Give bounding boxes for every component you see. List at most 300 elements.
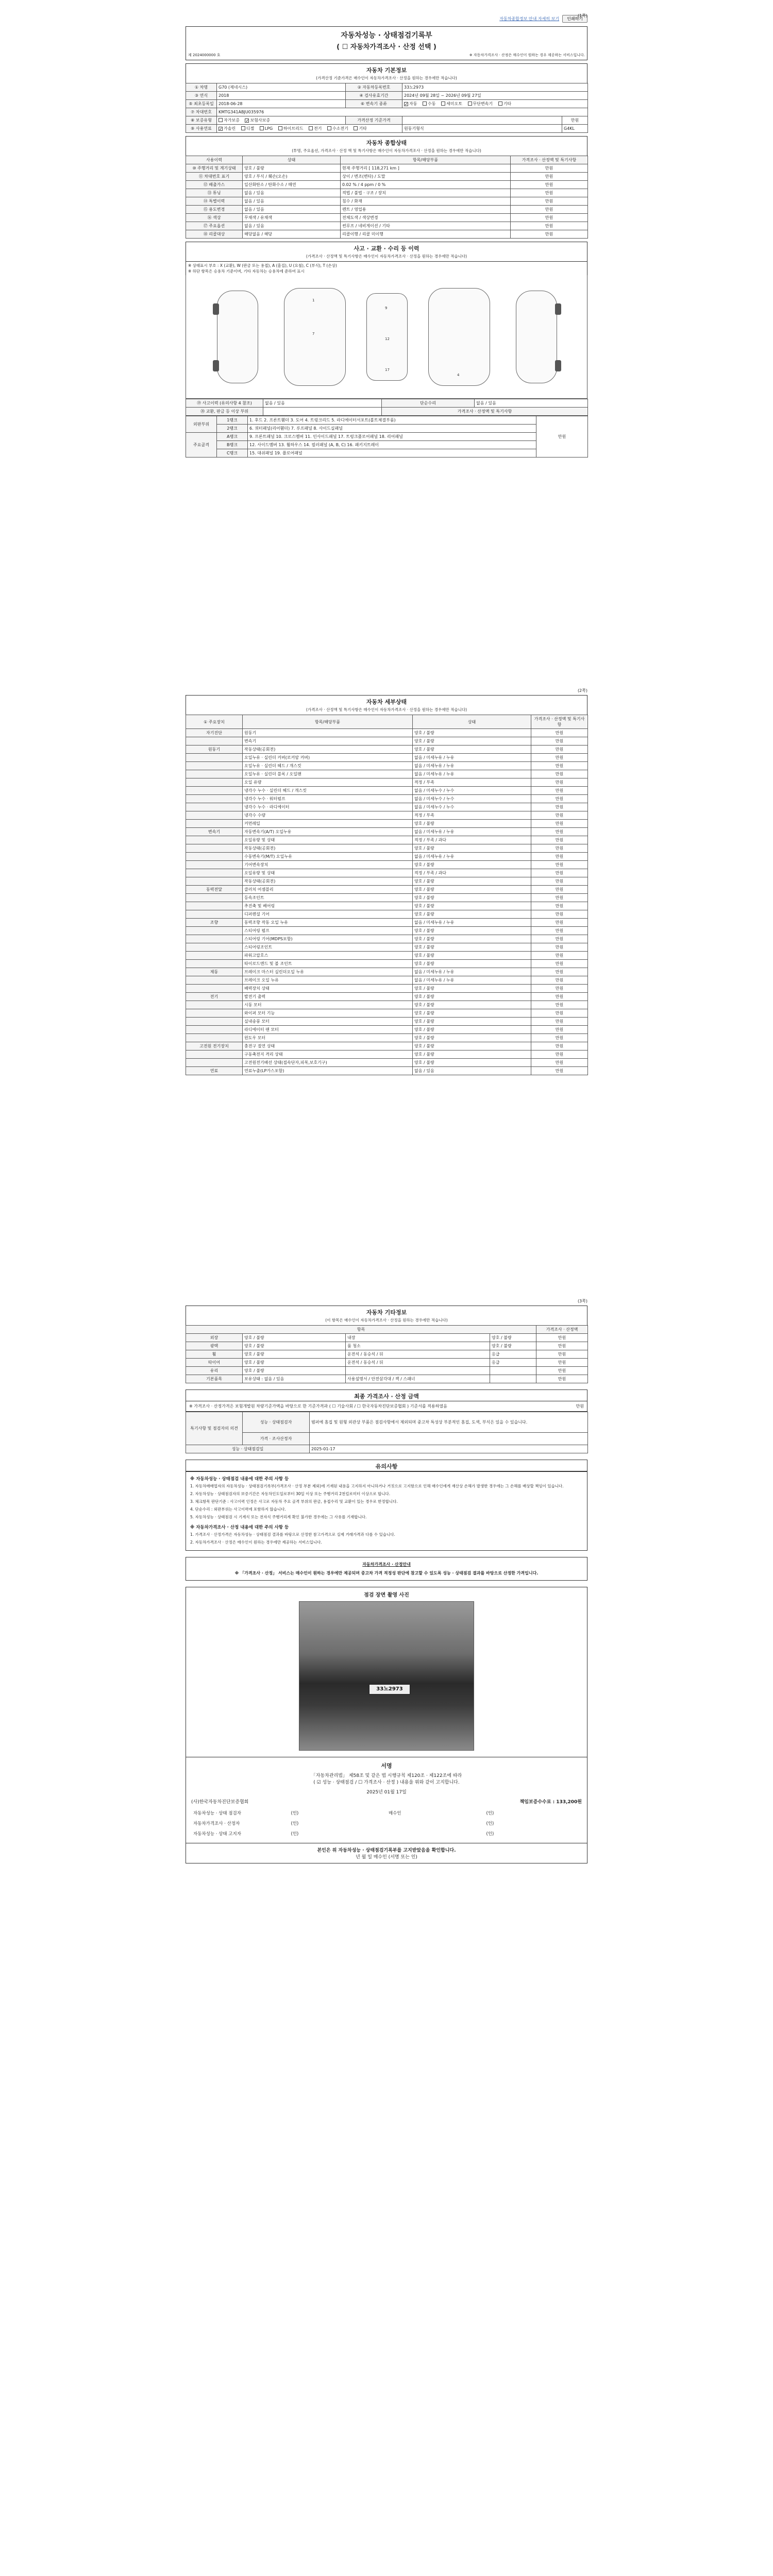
first-reg-label: ⑤ 최초등록일 xyxy=(186,100,217,108)
table-row xyxy=(186,1026,588,1034)
detail-state: 없음 / 미세누유 / 누유 xyxy=(413,968,531,976)
detail-item: 스티어링조인트 xyxy=(243,943,413,952)
detail-unit: 만원 xyxy=(531,1059,588,1067)
extra-header-price: 가격조사 · 산정액 xyxy=(536,1326,588,1334)
detail-item: 동력조향 작동 오일 누유 xyxy=(243,919,413,927)
detail-group xyxy=(186,1018,243,1026)
table-row xyxy=(186,844,588,853)
detail-item: 기어변속장치 xyxy=(243,861,413,869)
table-row xyxy=(186,1042,588,1050)
table-row xyxy=(186,811,588,820)
detail-table xyxy=(186,715,588,1075)
transmission-options xyxy=(402,100,588,108)
document-note: ※ 자동차가격조사 · 산정은 매수인이 원하는 경우 제공하는 서비스입니다. xyxy=(469,53,585,57)
signer-cell: (인) xyxy=(486,1832,494,1837)
table-row xyxy=(186,1350,588,1359)
detail-item: 시동 모터 xyxy=(243,1001,413,1009)
table-row xyxy=(186,1034,588,1042)
status-header-item: 항목/해당부품 xyxy=(341,156,511,164)
detail-item: 냉각수 누수 · 워터펌프 xyxy=(243,795,413,803)
status-row-state: 없음 / 있음 xyxy=(243,206,341,214)
legend-line: ※ 상태표시 부호 : X (교환), W (판금 또는 용접), A (흠집), U (요철), C (부식), T (손상) xyxy=(188,263,337,268)
fuel-hydrogen: 수소전기 xyxy=(332,126,348,131)
status-row-note: 만원 xyxy=(511,189,588,197)
table-row xyxy=(186,787,588,795)
fuel-options xyxy=(217,125,402,133)
table-row xyxy=(186,985,588,993)
detail-item: 스티어링 펌프 xyxy=(243,927,413,935)
status-row-note: 만원 xyxy=(511,206,588,214)
detail-group: 자기진단 xyxy=(186,729,243,737)
detail-group xyxy=(186,836,243,844)
table-row xyxy=(186,206,588,214)
rank-label: 2랭크 xyxy=(217,425,248,433)
detail-item: 발전기 출력 xyxy=(243,993,413,1001)
detail-group xyxy=(186,853,243,861)
status-row-note: 만원 xyxy=(511,197,588,206)
detail-item: 타이로드엔드 및 볼 조인트 xyxy=(243,960,413,968)
detail-state: 적정 / 부족 xyxy=(413,778,531,787)
legend-line: ※ 하단 항목은 승용차 기준이며, 기타 자동차는 승용차에 준하여 표시 xyxy=(188,269,305,274)
accident-history-label: ⑲ 사고이력 (유의사항 4 참조) xyxy=(186,399,263,408)
table-row xyxy=(186,754,588,762)
fuel-etc: 기타 xyxy=(359,126,367,131)
extra-note: (이 항목은 매수인이 자동차가격조사 · 산정을 원하는 경우에만 적습니다) xyxy=(186,1317,587,1325)
detail-unit: 만원 xyxy=(531,795,588,803)
detail-group xyxy=(186,1050,243,1059)
transmission-label: ⑥ 변속기 종류 xyxy=(346,100,402,108)
detail-item: 냉각수 수량 xyxy=(243,811,413,820)
status-table xyxy=(186,156,588,239)
rank-items: 12. 사이드멤버 13. 휠하우스 14. 필러패널 (A, B, C) 16. 패키지트레이 xyxy=(248,441,536,449)
special-text: 범퍼에 흠집 및 원형 외관상 부품은 점검사항에서 제외되며 중고차 특성상 부분적인 흠집, 도색, 부식은 있을 수 있습니다. xyxy=(310,1412,588,1433)
checkbox-icon[interactable] xyxy=(278,126,282,130)
detail-unit: 만원 xyxy=(531,762,588,770)
detail-item: 브레이크 오일 누유 xyxy=(243,976,413,985)
detail-unit: 만원 xyxy=(531,1067,588,1075)
checkbox-icon[interactable] xyxy=(219,127,223,131)
detail-state: 양호 / 불량 xyxy=(413,1001,531,1009)
extra-unit: 만원 xyxy=(536,1342,588,1350)
table-row xyxy=(186,1433,588,1445)
extra-unit: 만원 xyxy=(536,1375,588,1383)
detail-unit: 만원 xyxy=(531,787,588,795)
status-row-state: 없음 / 있음 xyxy=(243,197,341,206)
inspection-date-value: 2025-01-17 xyxy=(310,1445,588,1453)
detail-unit: 만원 xyxy=(531,952,588,960)
detail-item: 충전구 절연 상태 xyxy=(243,1042,413,1050)
detail-unit: 만원 xyxy=(531,853,588,861)
table-row xyxy=(186,910,588,919)
checkbox-icon[interactable] xyxy=(404,102,408,106)
accident-note: (가격조사 · 산정액 및 특기사항은 매수인이 자동차가격조사 · 산정을 원하는 경우에만 적습니다) xyxy=(186,253,587,261)
detail-title: 자동차 세부상태 xyxy=(186,695,587,706)
checkbox-icon[interactable] xyxy=(241,126,245,130)
signer-cell xyxy=(386,1828,484,1839)
status-row-item: 썬루프 / 네비게이션 / 기타 xyxy=(341,222,511,230)
detail-state: 양호 / 불량 xyxy=(413,729,531,737)
status-row-note: 만원 xyxy=(511,173,588,181)
extra-unit: 만원 xyxy=(536,1350,588,1359)
detail-unit: 만원 xyxy=(531,894,588,902)
detail-state: 양호 / 불량 xyxy=(413,844,531,853)
status-row-item: 상이 / 변조(변타) / 도말 xyxy=(341,173,511,181)
table-row xyxy=(186,1359,588,1367)
price-unit: 만원 xyxy=(562,116,588,125)
detail-note: (가격조사 · 산정액 및 특기사항은 매수인이 자동차가격조사 · 산정을 원하는 경우에만 적습니다) xyxy=(186,706,587,715)
detail-group xyxy=(186,861,243,869)
detail-group: 조향 xyxy=(186,919,243,927)
car-top-front-icon xyxy=(284,288,346,386)
detail-state: 양호 / 불량 xyxy=(413,943,531,952)
status-row-state: 해당없음 / 해당 xyxy=(243,230,341,239)
document-number: 제 2024000000 호 xyxy=(188,53,221,57)
table-row xyxy=(186,894,588,902)
rank-price-unit: 만원 xyxy=(536,416,588,457)
inspection-period-value: 2024년 09월 28일 ~ 2026년 09월 27일 xyxy=(402,92,588,100)
detail-state: 양호 / 불량 xyxy=(413,1059,531,1067)
warranty-insurer: 보험사보증 xyxy=(250,118,271,123)
notice-item: 3. 체크항목 판단기준 : 사고이력 인정은 사고로 자동차 주요 골격 부위의 판금, 용접수리 및 교환이 있는 경우로 한정합니다. xyxy=(190,1499,398,1504)
detail-item: 고전원전기배선 상태(접속단자,피복,보호기구) xyxy=(243,1059,413,1067)
detail-unit: 만원 xyxy=(531,1009,588,1018)
signer-cell xyxy=(386,1818,484,1828)
footer xyxy=(186,1843,587,1863)
detail-state: 양호 / 불량 xyxy=(413,910,531,919)
detail-item: 수동변속기(M/T) 오일누유 xyxy=(243,853,413,861)
detail-item: 오일유량 및 상태 xyxy=(243,836,413,844)
detail-group xyxy=(186,910,243,919)
table-row xyxy=(186,803,588,811)
part-number: 4 xyxy=(457,373,460,377)
table-row xyxy=(186,1001,588,1009)
signature-date: 2025년 01월 17일 xyxy=(366,1790,407,1795)
reg-number-label: ② 자동차등록번호 xyxy=(346,83,402,92)
rank-label: B랭크 xyxy=(217,441,248,449)
status-row-state: 일산화탄소 / 탄화수소 / 매연 xyxy=(243,181,341,189)
detail-item: 윈도우 모터 xyxy=(243,1034,413,1042)
detail-group xyxy=(186,795,243,803)
table-row xyxy=(186,230,588,239)
detail-group xyxy=(186,844,243,853)
photo-title: 점검 장면 촬영 사진 xyxy=(364,1592,409,1598)
detail-group: 전기 xyxy=(186,993,243,1001)
detail-unit: 만원 xyxy=(531,754,588,762)
final-price-note: ※ 가격조사 · 산정가격은 보험개발원 차량기준가액을 바탕으로 한 기준가격과 ( ☐ 기술사회 / ☐ 한국자동차진단보증협회 ) 기준서를 적용하였음 xyxy=(189,1404,447,1409)
detail-item: 배력장치 상태 xyxy=(243,985,413,993)
detail-item: 실내송풍 모터 xyxy=(243,1018,413,1026)
status-row-note: 만원 xyxy=(511,214,588,222)
detail-group: 동력전달 xyxy=(186,886,243,894)
detail-state: 양호 / 불량 xyxy=(413,1026,531,1034)
transmission-auto: 자동 xyxy=(409,101,417,106)
extra-cell xyxy=(490,1375,536,1383)
notice-item: 1. 가격조사 · 산정가격은 자동차성능 · 상태점검 결과를 바탕으로 산정한 참고가격으로 실제 거래가격과 다를 수 있습니다. xyxy=(190,1532,395,1537)
signer-cell: (인) xyxy=(291,1811,299,1816)
vehicle-diagram xyxy=(186,275,587,399)
detail-unit: 만원 xyxy=(531,836,588,844)
extra-table xyxy=(186,1325,588,1383)
detail-header-item: 항목/해당부품 xyxy=(243,715,413,729)
car-name-value: G70 (제네시스) xyxy=(217,83,346,92)
rank-items: 1. 후드 2. 프론트휀더 3. 도어 4. 트렁크리드 5. 라디에이터서포트(볼트체결부품) xyxy=(248,416,536,425)
detail-unit: 만원 xyxy=(531,935,588,943)
table-row xyxy=(186,828,588,836)
extra-header-item: 항목 xyxy=(186,1326,536,1334)
table-row xyxy=(186,877,588,886)
detail-state: 적정 / 부족 / 과다 xyxy=(413,869,531,877)
appraisal-guide-title: 자동차가격조사 · 산정안내 xyxy=(362,1562,411,1567)
vehicle-info-link[interactable]: 자동차종합정보 안내 자세히 보기 xyxy=(499,16,560,21)
table-row xyxy=(191,1808,582,1818)
detail-state: 양호 / 불량 xyxy=(413,745,531,754)
status-header-state: 상태 xyxy=(243,156,341,164)
detail-group xyxy=(186,762,243,770)
extra-cell xyxy=(490,1367,536,1375)
fuel-lpg: LPG xyxy=(264,126,273,131)
detail-item: 오일유량 및 상태 xyxy=(243,869,413,877)
extra-cell: 광택 xyxy=(186,1342,243,1350)
status-row-label: ⑮ 용도변경 xyxy=(186,206,243,214)
table-row xyxy=(186,737,588,745)
detail-item: 브레이크 마스터 실린더오일 누유 xyxy=(243,968,413,976)
table-row xyxy=(186,869,588,877)
signers-table xyxy=(191,1808,582,1839)
table-row xyxy=(186,919,588,927)
detail-group xyxy=(186,770,243,778)
extra-title: 자동차 기타정보 xyxy=(186,1306,587,1317)
status-row-label: ⑭ 특별이력 xyxy=(186,197,243,206)
vin-value: KMTG341ABJU035976 xyxy=(217,108,588,116)
signature-section xyxy=(186,1757,587,1843)
detail-state: 양호 / 불량 xyxy=(413,960,531,968)
signature-title: 서명 xyxy=(381,1762,392,1769)
status-row-label: ⑪ 차대번호 표기 xyxy=(186,173,243,181)
extra-cell: 보유상태 : 없음 / 있음 xyxy=(243,1375,346,1383)
detail-item: 작동상태(공회전) xyxy=(243,844,413,853)
detail-unit: 만원 xyxy=(531,1018,588,1026)
signer-cell: 자동차성능 · 상태 점검자 xyxy=(193,1811,241,1816)
detail-header-price: 가격조사 · 산정액 및 특기사항 xyxy=(531,715,588,729)
detail-group xyxy=(186,935,243,943)
status-row-item: 침수 / 화재 xyxy=(341,197,511,206)
detail-item: 와이퍼 모터 기능 xyxy=(243,1009,413,1018)
detail-item: 변속기 xyxy=(243,737,413,745)
first-reg-value: 2018-06-28 xyxy=(217,100,346,108)
detail-group xyxy=(186,869,243,877)
detail-state: 적정 / 부족 xyxy=(413,811,531,820)
detail-item: 라디에이터 팬 모터 xyxy=(243,1026,413,1034)
basic-info-table xyxy=(186,83,588,133)
detail-state: 양호 / 불량 xyxy=(413,1050,531,1059)
detail-state: 없음 / 미세누유 / 누유 xyxy=(413,828,531,836)
detail-state: 양호 / 불량 xyxy=(413,886,531,894)
detail-unit: 만원 xyxy=(531,1050,588,1059)
table-row xyxy=(186,943,588,952)
extra-cell: 외장 xyxy=(186,1334,243,1342)
detail-state: 적정 / 부족 / 과다 xyxy=(413,836,531,844)
detail-item: 추진축 및 베어링 xyxy=(243,902,413,910)
table-row xyxy=(186,441,588,449)
detail-state: 없음 / 미세누유 / 누유 xyxy=(413,976,531,985)
table-row xyxy=(186,762,588,770)
extra-cell: 룸 청소 xyxy=(346,1342,490,1350)
notice-title: 유의사항 xyxy=(186,1460,587,1471)
detail-item: 냉각수 누수 · 라디에이터 xyxy=(243,803,413,811)
detail-group xyxy=(186,803,243,811)
inspector-label: 성능 · 상태점검자 xyxy=(243,1412,310,1433)
status-row-label: ⑱ 리콜대상 xyxy=(186,230,243,239)
detail-group xyxy=(186,952,243,960)
checkbox-icon[interactable] xyxy=(423,101,427,106)
page-number: (3쪽) xyxy=(577,1299,587,1303)
fuel-label: ⑨ 사용연료 xyxy=(186,125,217,133)
print-button[interactable]: 인쇄하기 xyxy=(562,15,587,23)
company-name: (사)한국자동차진단보증협회 xyxy=(191,1800,249,1805)
extra-cell: 응급 xyxy=(490,1359,536,1367)
detail-item: 파워고압호스 xyxy=(243,952,413,960)
checkbox-icon[interactable] xyxy=(327,126,331,130)
status-row-note: 만원 xyxy=(511,164,588,173)
status-row-item: 적법 / 불법 · 구조 / 장치 xyxy=(341,189,511,197)
checkbox-icon[interactable] xyxy=(441,101,445,106)
rank-items: 9. 프론트패널 10. 크로스멤버 11. 인사이드패널 17. 트렁크플로어패널 18. 리어패널 xyxy=(248,433,536,441)
top-bar xyxy=(186,13,587,24)
extra-unit: 만원 xyxy=(536,1367,588,1375)
simple-repair-value: 없음 / 있음 xyxy=(475,399,588,408)
signer-cell: (인) xyxy=(486,1821,494,1826)
detail-state: 없음 / 미세누유 / 누유 xyxy=(413,762,531,770)
table-row xyxy=(186,778,588,787)
table-row xyxy=(186,181,588,189)
table-row xyxy=(186,222,588,230)
detail-state: 없음 / 미세누수 / 누수 xyxy=(413,803,531,811)
table-row xyxy=(186,408,588,416)
status-row-state: 무채색 / 유채색 xyxy=(243,214,341,222)
extra-unit: 만원 xyxy=(536,1359,588,1367)
detail-group: 연료 xyxy=(186,1067,243,1075)
parts-rank-table xyxy=(186,416,588,457)
simple-repair-label: 단순수리 xyxy=(382,399,475,408)
table-row xyxy=(186,1445,588,1453)
signer-cell: (인) xyxy=(291,1821,299,1826)
status-row-item: 리콜이행 / 리콜 미이행 xyxy=(341,230,511,239)
table-row xyxy=(186,935,588,943)
table-row xyxy=(186,1367,588,1375)
signer-cell: 매수인 xyxy=(389,1811,401,1816)
detail-unit: 만원 xyxy=(531,960,588,968)
detail-group xyxy=(186,787,243,795)
status-title: 자동차 종합상태 xyxy=(186,136,587,147)
detail-group xyxy=(186,943,243,952)
detail-state: 양호 / 불량 xyxy=(413,1009,531,1018)
reg-number-value: 33노2973 xyxy=(402,83,588,92)
detail-item: 냉각수 누수 · 실린더 헤드 / 개스킷 xyxy=(243,787,413,795)
detail-unit: 만원 xyxy=(531,927,588,935)
detail-item: 오일누유 · 실린더 커버(로커암 커버) xyxy=(243,754,413,762)
detail-unit: 만원 xyxy=(531,877,588,886)
notice-item: 4. 단순수리 : 외판부위는 사고이력에 포함하지 않습니다. xyxy=(190,1507,286,1512)
extra-cell: 응급 xyxy=(490,1350,536,1359)
extra-cell: 운전석 / 동승석 / 뒤 xyxy=(346,1359,490,1367)
notice-item: 2. 자동차가격조사 · 산정은 매수인이 원하는 경우에만 제공하는 서비스입니다. xyxy=(190,1540,322,1545)
checkbox-icon[interactable] xyxy=(219,118,223,122)
extra-cell: 기본품목 xyxy=(186,1375,243,1383)
checkbox-icon[interactable] xyxy=(468,101,472,106)
detail-header-state: 상태 xyxy=(413,715,531,729)
detail-group xyxy=(186,877,243,886)
extra-unit: 만원 xyxy=(536,1334,588,1342)
license-plate: 33노2973 xyxy=(369,1684,410,1694)
footer-text: 본인은 위 자동차성능 · 상태점검기록부를 고지받았음을 확인합니다. xyxy=(317,1848,456,1853)
table-row xyxy=(186,976,588,985)
table-row xyxy=(186,886,588,894)
detail-item: 원동기 xyxy=(243,729,413,737)
checkbox-icon[interactable] xyxy=(498,101,502,106)
detail-unit: 만원 xyxy=(531,729,588,737)
extra-cell xyxy=(346,1367,490,1375)
table-row xyxy=(191,1818,582,1828)
document-subtitle: ( ☐ 자동차가격조사 · 산정 선택 ) xyxy=(337,43,436,51)
car-name-label: ① 차명 xyxy=(186,83,217,92)
detail-state: 없음 / 미세누수 / 누수 xyxy=(413,795,531,803)
abnormal-part-label: ⑳ 교환, 판금 등 이상 부위 xyxy=(186,408,263,416)
detail-group xyxy=(186,1059,243,1067)
detail-state: 양호 / 불량 xyxy=(413,1042,531,1050)
signer-cell: 자동차가격조사 · 산정자 xyxy=(193,1821,240,1826)
page-3 xyxy=(186,1298,587,2566)
rank-items: 6. 쿼터패널(리어휀더) 7. 루프패널 8. 사이드실패널 xyxy=(248,425,536,433)
checkbox-icon[interactable] xyxy=(245,118,249,123)
detail-item: 스티어링 기어(MDPS포함) xyxy=(243,935,413,943)
checkbox-icon[interactable] xyxy=(354,126,358,130)
detail-item: 클러치 어셈블리 xyxy=(243,886,413,894)
warranty-options xyxy=(217,116,346,125)
detail-group: 고전원 전기장치 xyxy=(186,1042,243,1050)
table-row xyxy=(186,1009,588,1018)
signature-note: ( ☑ 성능 · 상태점검 / ☐ 가격조사 · 산정 ) 내용을 위와 같이 고지합니다. xyxy=(313,1780,460,1785)
warranty-label: ⑧ 보증유형 xyxy=(186,116,217,125)
status-row-state: 양호 / 불량 xyxy=(243,164,341,173)
detail-unit: 만원 xyxy=(531,770,588,778)
checkbox-icon[interactable] xyxy=(260,126,264,130)
table-row xyxy=(186,993,588,1001)
warranty-self: 자가보증 xyxy=(224,118,240,123)
signer-cell: (인) xyxy=(486,1811,494,1816)
detail-group xyxy=(186,1009,243,1018)
detail-item: 작동상태(공회전) xyxy=(243,877,413,886)
transmission-semi: 세미오토 xyxy=(446,101,462,106)
table-row xyxy=(186,836,588,844)
extra-cell: 양호 / 불량 xyxy=(243,1334,346,1342)
appraiser-label: 가격 · 조사산정자 xyxy=(243,1433,310,1445)
detail-group xyxy=(186,927,243,935)
accident-history-value: 없음 / 있음 xyxy=(263,399,382,408)
status-row-note: 만원 xyxy=(511,222,588,230)
special-label: 특기사항 및 점검자의 의견 xyxy=(186,1412,243,1445)
abnormal-price-label: 가격조사 · 산정액 및 특기사항 xyxy=(382,408,588,416)
detail-group xyxy=(186,1034,243,1042)
detail-unit: 만원 xyxy=(531,1042,588,1050)
fuel-hybrid: 하이브리드 xyxy=(283,126,304,131)
fee-label: 책임보증수수료 : 133,200원 xyxy=(519,1800,582,1805)
detail-unit: 만원 xyxy=(531,1034,588,1042)
fuel-gasoline: 가솔린 xyxy=(224,126,236,131)
notice-list xyxy=(190,1483,583,1520)
detail-state: 양호 / 불량 xyxy=(413,1034,531,1042)
checkbox-icon[interactable] xyxy=(309,126,313,130)
car-side-right-icon xyxy=(516,291,557,383)
